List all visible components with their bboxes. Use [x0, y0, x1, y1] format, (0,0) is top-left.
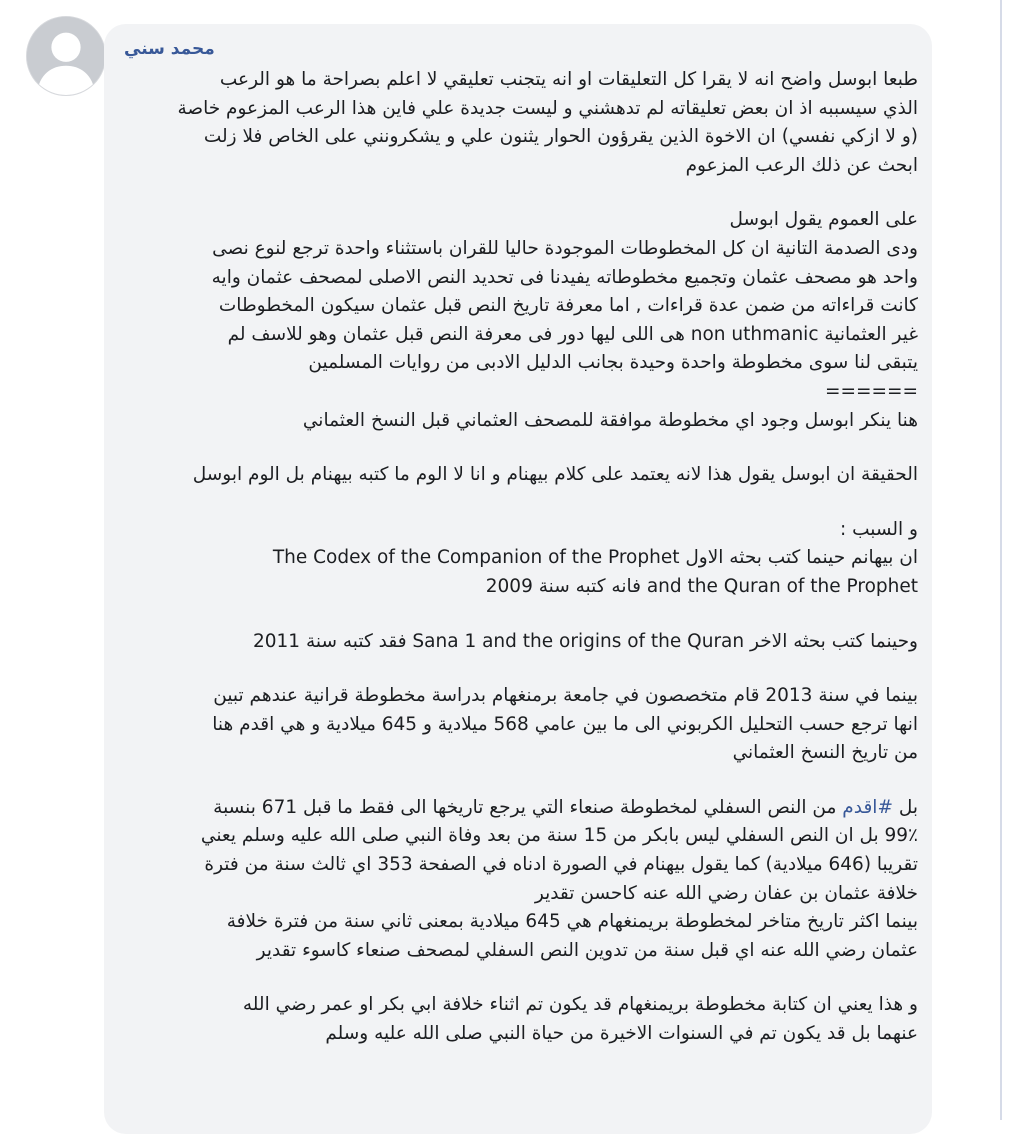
- comment-paragraph-4: و السبب : ان بيهانم حينما كتب بحثه الاول The Codex of the Companion of the Prophet and the Quran of the Prophet فانه كتبه سنة 2009: [272, 518, 918, 597]
- comment-author-name[interactable]: [124, 36, 918, 66]
- comment-paragraph-3: الحقيقة ان ابوسل يقول هذا لانه يعتمد على كلام بيهنام و انا لا الوم ما كتبه بيهنام بل الوم ابوسل: [192, 464, 918, 486]
- comment-paragraph-2: على العموم يقول ابوسل ودى الصدمة التانية ان كل المخطوطات الموجودة حاليا للقران باستثناء واحدة ترجع لنوع نصى واحد هو مصحف عثمان وتجميع مخطوطاته يفيدنا فى تحديد النص الاصلى لمصحف عثمان وايه كانت قراءاته من ضمن عدة قراءات , اما معرفة تاريخ النص قبل عثمان سيكون المخطوطات غير العثمانية non uthmanic هى اللى ليها دور فى معرفة النص قبل عثمان وهو للاسف لم يتبقى لنا سوى مخطوطة واحدة وحيدة بجانب الدليل الادبى من روايات المسلمين ====== هنا ينكر ابوسل وجود اي مخطوطة موافقة للمصحف العثماني قبل النسخ العثماني: [211, 209, 918, 431]
- comment-paragraph-7: [133, 794, 918, 966]
- comment-body: [133, 66, 918, 1049]
- hashtag-link[interactable]: #اقدم: [842, 796, 893, 818]
- author-link[interactable]: محمد سني: [124, 39, 215, 59]
- default-profile-icon: [27, 17, 105, 95]
- paragraph-text: من النص السفلي لمخطوطة صنعاء التي يرجع تاريخها الى فقط ما قبل 671 بنسبة 99٪ بل ان النص السفلي ليس بابكر من 15 سنة من بعد وفاة النبي صلى الله عليه وسلم يعني تقريبا (646 ميلادية) كما يقول بيهنام في الصورة ادناه في الصفحة 353 اي ثالث سنة من فترة خلافة عثمان بن عفان رضي الله عنه كاحسن تقدير بينما اكثر تاريخ متاخر لمخطوطة بريمنغهام هي 645 ميلادية بمعنى ثاني سنة من فترة خلافة عثمان رضي الله عنه اي قبل سنة من تدوين النص السفلي لمصحف صنعاء كاسوء تقدير: [200, 796, 918, 961]
- avatar[interactable]: [26, 16, 106, 96]
- comment-paragraph-8: و هذا يعني ان كتابة مخطوطة بريمنغهام قد يكون تم اثناء خلافة ابي بكر او عمر رضي الله عنهما بل قد يكون تم في السنوات الاخيرة من حياة النبي صلى الله عليه وسلم: [242, 994, 918, 1045]
- comment-bubble: [104, 24, 932, 1134]
- paragraph-prefix: بل: [892, 796, 918, 818]
- comment-paragraph-6: بينما في سنة 2013 قام متخصصون في جامعة برمنغهام بدراسة مخطوطة قرانية عندهم تبين انها ترجع حسب التحليل الكربوني الى ما بين عامي 568 ميلادية و 645 ميلادية و هي اقدم هنا من تاريخ النسخ العثماني: [212, 685, 918, 764]
- comment-paragraph-1: طبعا ابوسل واضح انه لا يقرا كل التعليقات او انه يتجنب تعليقي لا اعلم بصراحة ما هو الرعب الذي سيسببه اذ ان بعض تعليقاته لم تدهشني و ليست جديدة علي فاين هذا الرعب المزعوم خاصة (و لا ازكي نفسي) ان الاخوة الذين يقرؤون الحوار يثنون علي و يشكرونني على الخاص فلا زلت ابحث عن ذلك الرعب المزعوم: [177, 69, 918, 176]
- comment-paragraph-5: وحينما كتب بحثه الاخر Sana 1 and the origins of the Quran فقد كتبه سنة 2011: [253, 630, 918, 652]
- page-divider-line: [1000, 0, 1002, 1120]
